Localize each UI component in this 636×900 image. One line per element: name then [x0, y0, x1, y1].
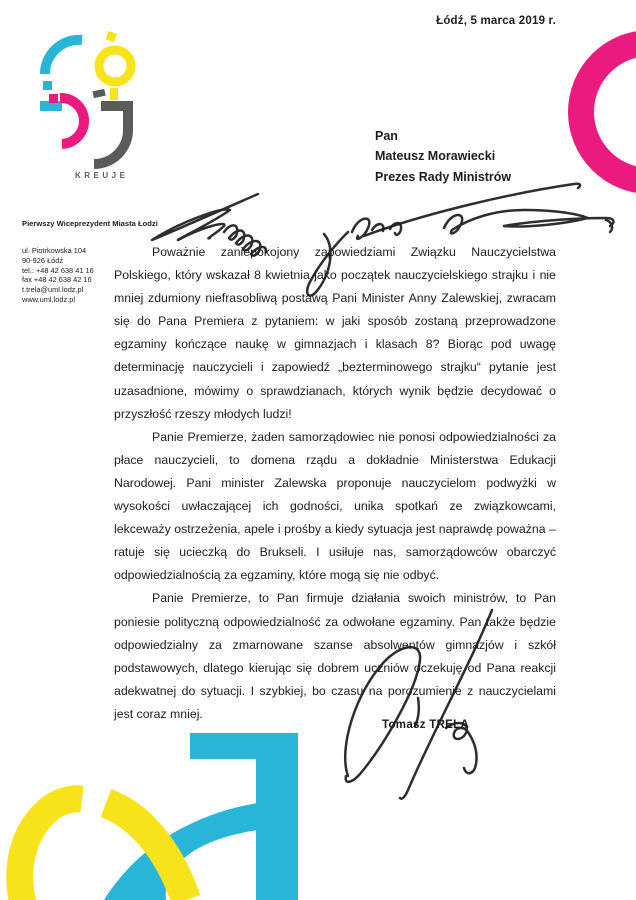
sender-address-city: 90-926 Łódź	[22, 255, 64, 265]
letter-body	[114, 241, 556, 726]
lodz-kreuje-logo	[35, 26, 150, 186]
sender-website: www.uml.lodz.pl	[22, 294, 75, 304]
recipient-name: Mateusz Morawiecki	[375, 149, 496, 164]
sender-fax: fax +48 42 638 42 16	[22, 275, 92, 285]
recipient-position: Prezes Rady Ministrów	[375, 169, 512, 184]
sender-phone: tel.: +48 42 638 41 16	[22, 265, 94, 275]
recipient-block	[375, 126, 575, 187]
logo-wordmark: KREUJE	[75, 171, 129, 180]
letter-date: Łódź, 5 marca 2019 r.	[436, 15, 556, 27]
paragraph-1: Poważnie zaniepokojony zapowiedziami Związku Nauczycielstwa Polskiego, który wskazał 8 kwietnia jako początek nauczycielskiego strajku i nie mniej zdumiony niefrasobliwą postawą Pani Minister Anny Zalewskiej, zwracam się do Pana Premiera z pytaniem: w jaki sposób zostaną przeprowadzone egzaminy kończące naukę w gimnazjach i klasach 8? Biorąc pod uwagę determinację nauczycieli i zapowiedź „bezterminowego strajku“ pytanie jest uzasadnione, mówimy o sprawdzianach, których wynik będzie decydować o przyszłość rzeszy młodych ludzi!	[114, 245, 556, 421]
sender-email: t.trela@uml.lodz.pl	[22, 285, 84, 295]
paragraph-3: Panie Premierze, to Pan firmuje działania swoich ministrów, to Pan poniesie polityczną odpowiedzialność za odwołane egzaminy. Pan także będzie odpowiedzialny za zmarnowane szanse absolwentów gimnazjów i szkół podstawowych, dlatego kierując się dobrem uczniów oczekuję od Pana reakcji adekwatnej do sytuacji. I szybkiej, bo czasu na porozumienie z nauczycielami jest coraz mniej.	[114, 591, 556, 721]
sender-title: Pierwszy Wiceprezydent Miasta Łodzi	[22, 219, 158, 228]
paragraph-2: Panie Premierze, żaden samorządowiec nie ponosi odpowiedzialności za płace nauczycieli, to domena rządu a dokładnie Ministerstwa Edukacji Narodowej. Pani minister Zalewska proponuje nauczycielom podwyżki w wysokości uwłaczającej ich godności, unika spotkań ze związkowcami, lekceważy ostrzeżenia, apele i prośby a kiedy sytuacja jest naprawdę poważna – ratuje się ucieczką do Brukseli. I usiłuje nas, samorządowców obarczyć odpowiedzialnością za egzaminy, które mogą się nie odbyć.	[114, 429, 556, 583]
sender-contact-block	[22, 246, 162, 305]
sender-address-street: ul. Piotrkowska 104	[22, 246, 87, 255]
bottom-left-decoration	[0, 713, 312, 900]
recipient-salutation: Pan	[375, 129, 398, 143]
signer-name: Tomasz TRELA	[382, 719, 470, 731]
